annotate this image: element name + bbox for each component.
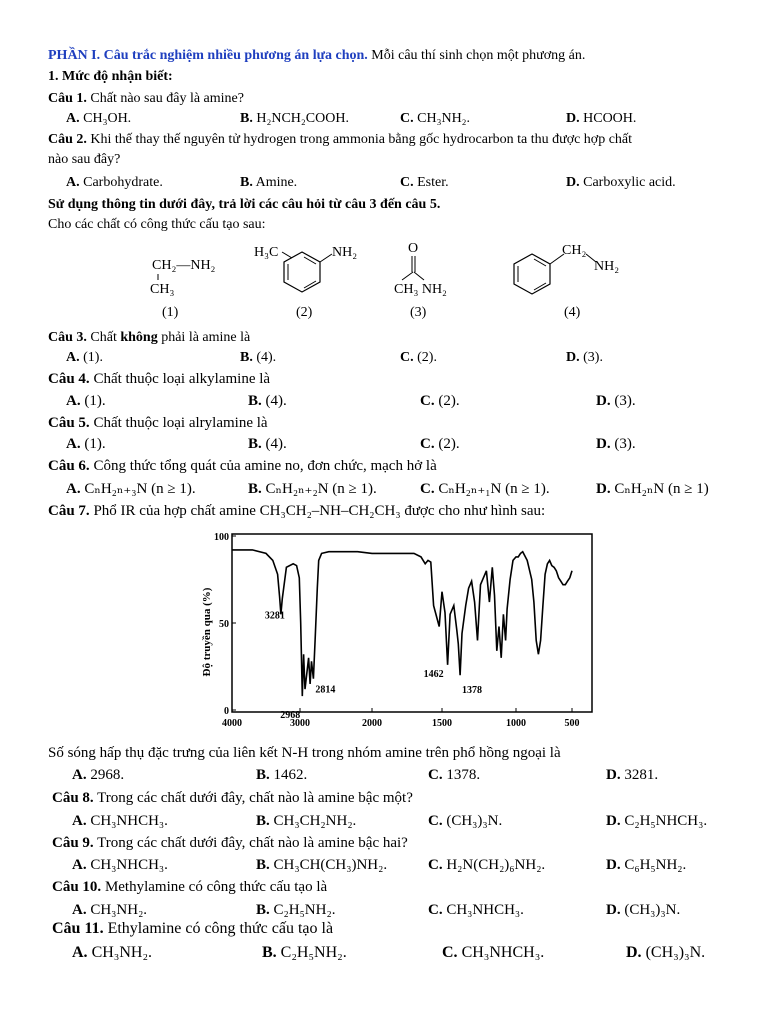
q8-option-d[interactable]: D. C₂H₅NHCH₃. — [606, 813, 708, 829]
q6-option-d[interactable]: D. CₙH₂ₙN (n ≥ 1) — [596, 481, 709, 497]
q6-option-c[interactable]: C. CₙH₂ₙ₊₁N (n ≥ 1). — [420, 481, 550, 497]
question-7-prompt: Số sóng hấp thụ đặc trưng của liên kết N-H trong nhóm amine trên phổ hồng ngoại là — [48, 745, 561, 761]
q7-option-d[interactable]: D. 3281. — [606, 767, 659, 783]
q9-option-c[interactable]: C. H₂N(CH₂)₆NH₂. — [428, 857, 546, 873]
s2-right: NH₂ — [332, 245, 358, 260]
q3-option-b[interactable]: B. (4). — [240, 350, 277, 365]
q1-option-b[interactable]: B. H₂NCH₂COOH. — [240, 111, 349, 126]
s3-top: O — [408, 241, 419, 256]
part-title: PHẦN I. Câu trắc nghiệm nhiều phương án lựa chọn. — [48, 48, 368, 63]
q2-option-c[interactable]: C. Ester. — [400, 175, 449, 190]
q11-option-d[interactable]: D. (CH₃)₃N. — [626, 944, 706, 961]
s1-bottom: CH₃ — [150, 282, 175, 297]
s2-label: (2) — [296, 305, 313, 320]
question-8: Câu 8. Trong các chất dưới đây, chất nào là amine bậc một? — [52, 790, 413, 806]
s2-left: H₃C — [254, 245, 279, 260]
info-text: Cho các chất có công thức cấu tạo sau: — [48, 217, 266, 232]
info-heading: Sử dụng thông tin dưới đây, trả lời các câu hỏi từ câu 3 đến câu 5. — [48, 197, 441, 212]
q1-option-c[interactable]: C. CH₃NH₂. — [400, 111, 471, 126]
q6-option-b[interactable]: B. CₙH₂ₙ₊₂N (n ≥ 1). — [248, 481, 377, 497]
question-5: Câu 5. Chất thuộc loại alrylamine là — [48, 415, 268, 431]
s1-label: (1) — [162, 305, 179, 320]
q8-option-b[interactable]: B. CH₃CH₂NH₂. — [256, 813, 357, 829]
q11-option-a[interactable]: A. CH₃NH₂. — [72, 944, 153, 961]
question-3: Câu 3. Chất không phải là amine là — [48, 330, 251, 345]
q7-option-a[interactable]: A. 2968. — [72, 767, 125, 783]
question-9: Câu 9. Trong các chất dưới đây, chất nào là amine bậc hai? — [52, 835, 408, 851]
x-tick-label: 3000 — [290, 718, 310, 729]
x-tick-label: 500 — [564, 718, 580, 729]
q6-option-a[interactable]: A. CₙH₂ₙ₊₃N (n ≥ 1). — [66, 481, 196, 497]
x-tick-label: 4000 — [222, 718, 242, 729]
s1-top: CH₂—NH₂ — [152, 258, 216, 273]
y-axis-label: Độ truyền qua (%) — [201, 587, 213, 677]
s3-label: (3) — [410, 305, 427, 320]
q11-option-b[interactable]: B. C₂H₅NH₂. — [262, 944, 347, 961]
q7-option-b[interactable]: B. 1462. — [256, 767, 308, 783]
question-10: Câu 10. Methylamine có công thức cấu tạo là — [52, 879, 328, 895]
question-7: Câu 7. Phổ IR của hợp chất amine CH₃CH₂–NH–CH₂CH₃ được cho như hình sau: — [48, 503, 546, 519]
q3-option-d[interactable]: D. (3). — [566, 350, 603, 365]
peak-annotation: 3281 — [264, 610, 285, 622]
q3-option-a[interactable]: A. (1). — [66, 350, 103, 365]
q9-option-b[interactable]: B. CH₃CH(CH₃)NH₂. — [256, 857, 388, 873]
level-title: 1. Mức độ nhận biết: — [48, 69, 173, 84]
q8-option-a[interactable]: A. CH₃NHCH₃. — [72, 813, 168, 829]
question-6: Câu 6. Công thức tổng quát của amine no, đơn chức, mạch hở là — [48, 458, 437, 474]
q2-option-b[interactable]: B. Amine. — [240, 175, 298, 190]
q2-option-d[interactable]: D. Carboxylic acid. — [566, 175, 676, 190]
s4-nh2: NH₂ — [594, 259, 620, 274]
q9-option-a[interactable]: A. CH₃NHCH₃. — [72, 857, 168, 873]
peak-annotation: 2814 — [315, 684, 336, 696]
q3-option-c[interactable]: C. (2). — [400, 350, 437, 365]
q5-option-b[interactable]: B. (4). — [248, 436, 287, 452]
q1-option-a[interactable]: A. CH₃OH. — [66, 111, 132, 126]
s4-label: (4) — [564, 305, 581, 320]
y-tick-label: 50 — [219, 619, 229, 630]
peak-annotation: 1462 — [423, 668, 444, 680]
y-tick-label: 100 — [214, 532, 229, 543]
q10-option-b[interactable]: B. C₂H₅NH₂. — [256, 902, 336, 918]
q5-option-d[interactable]: D. (3). — [596, 436, 636, 452]
s3-bottom: CH₃ NH₂ — [394, 282, 447, 297]
benzene-ring-4 — [514, 254, 550, 294]
question-1 — [48, 90, 244, 108]
x-tick-label: 1500 — [432, 718, 452, 729]
q4-option-b[interactable]: B. (4). — [248, 393, 287, 409]
chart-frame — [232, 534, 592, 712]
q-text: Chất nào sau đây là amine? — [90, 91, 244, 106]
part-instruction: Mỗi câu thí sinh chọn một phương án. — [371, 48, 586, 63]
question-2-cont: nào sau đây? — [48, 152, 121, 167]
q11-option-c[interactable]: C. CH₃NHCH₃. — [442, 944, 545, 961]
q5-option-a[interactable]: A. (1). — [66, 436, 106, 452]
benzene-ring-2 — [284, 252, 320, 292]
structures-figure — [140, 236, 660, 324]
q4-option-a[interactable]: A. (1). — [66, 393, 106, 409]
peak-annotation: 1378 — [462, 685, 483, 697]
q4-option-d[interactable]: D. (3). — [596, 393, 636, 409]
level-heading — [48, 68, 173, 86]
ir-spectrum-chart — [192, 522, 612, 736]
q7-option-c[interactable]: C. 1378. — [428, 767, 481, 783]
part-heading — [48, 47, 585, 65]
q10-option-a[interactable]: A. CH₃NH₂. — [72, 902, 148, 918]
q4-option-c[interactable]: C. (2). — [420, 393, 460, 409]
q5-option-c[interactable]: C. (2). — [420, 436, 460, 452]
question-11: Câu 11. Ethylamine có công thức cấu tạo là — [52, 920, 334, 937]
peak-annotation: 2968 — [280, 710, 301, 722]
question-2: Câu 2. Khi thế thay thế nguyên tử hydrogen trong ammonia bằng gốc hydrocarbon ta thu được hợp chất — [48, 132, 633, 147]
q10-option-c[interactable]: C. CH₃NHCH₃. — [428, 902, 524, 918]
question-4: Câu 4. Chất thuộc loại alkylamine là — [48, 371, 271, 387]
q-label: Câu 1. — [48, 91, 87, 106]
q2-option-a[interactable]: A. Carbohydrate. — [66, 175, 163, 190]
q9-option-d[interactable]: D. C₆H₅NH₂. — [606, 857, 687, 873]
q10-option-d[interactable]: D. (CH₃)₃N. — [606, 902, 681, 918]
x-tick-label: 1000 — [506, 718, 526, 729]
q1-option-d[interactable]: D. HCOOH. — [566, 111, 637, 126]
s4-ch2: CH₂ — [562, 243, 587, 258]
q8-option-c[interactable]: C. (CH₃)₃N. — [428, 813, 503, 829]
y-tick-label: 0 — [224, 706, 229, 717]
x-tick-label: 2000 — [362, 718, 382, 729]
